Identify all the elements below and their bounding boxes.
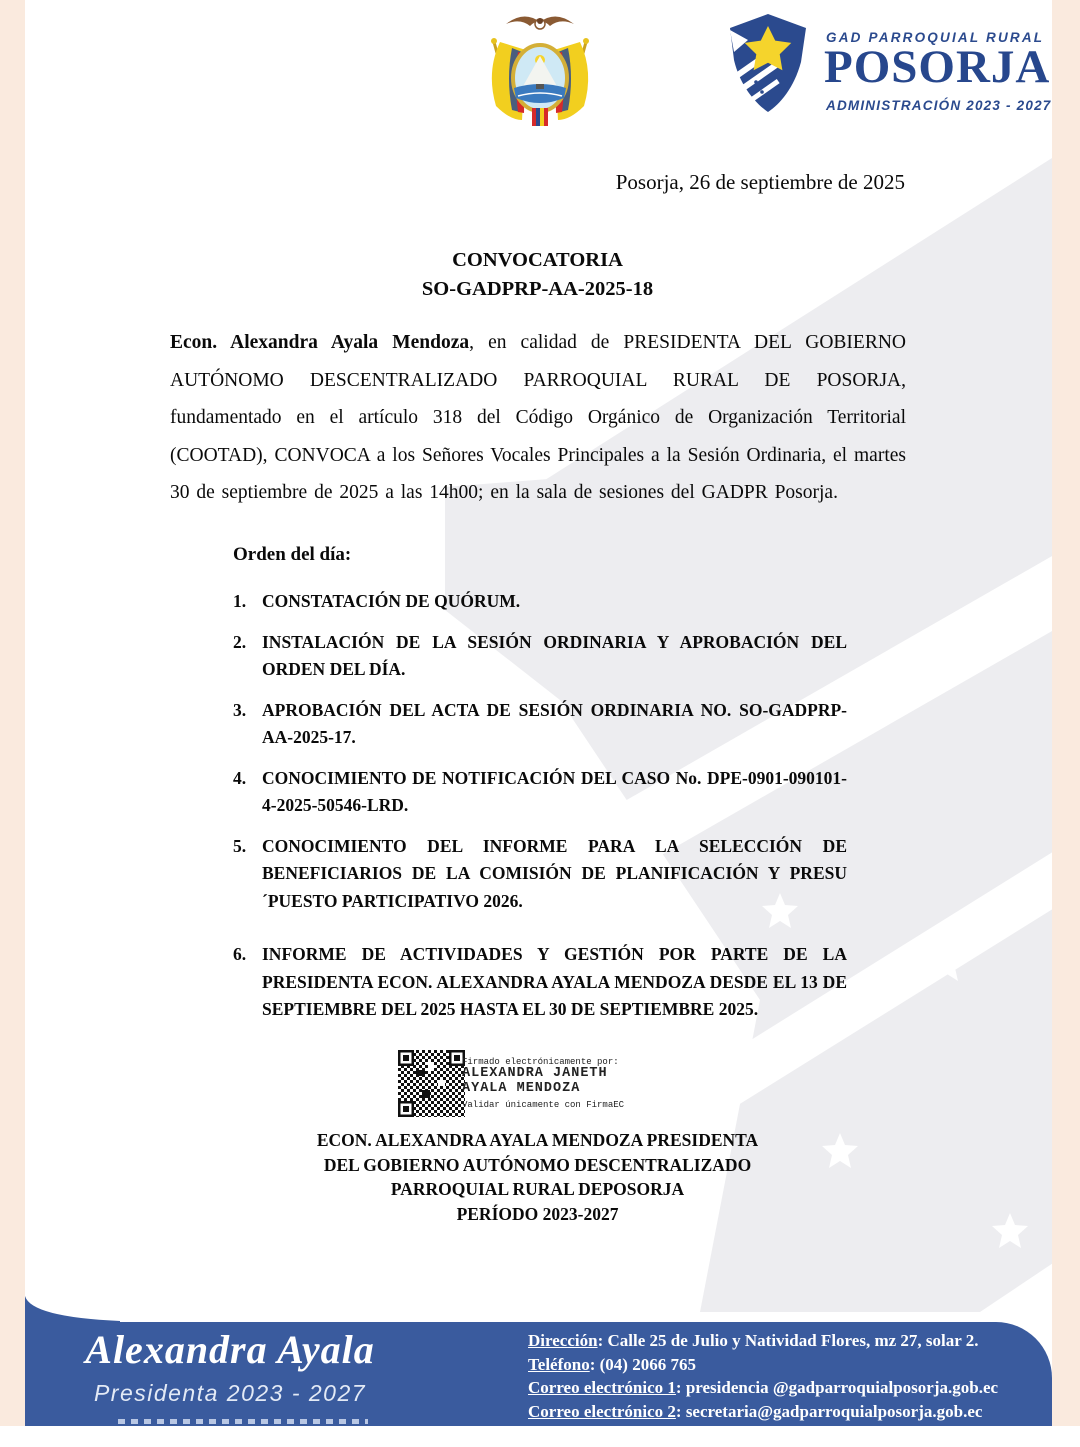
agenda-item-2-number: 2.: [233, 631, 247, 652]
contact-address-label: Dirección: [528, 1331, 598, 1350]
logo-subtitle-top: GAD PARROQUIAL RURAL: [826, 30, 1045, 45]
signature-line-2: DEL GOBIERNO AUTÓNOMO DESCENTRALIZADO: [323, 1154, 752, 1175]
agenda-item-5-number: 5.: [233, 835, 247, 856]
agenda-list: [233, 588, 847, 1037]
contact-email-2-label: Correo electrónico 2: [528, 1401, 676, 1421]
signer-name-line1: ALEXANDRA JANETH: [462, 1066, 608, 1081]
agenda-item-4-number: 4.: [233, 767, 247, 788]
agenda-item-6-text: INFORME DE ACTIVIDADES Y GESTIÓN POR PARTE DE LA PRESIDENTA ECON. ALEXANDRA AYALA MENDOZA DESDE EL 13 DE SEPTIEMBRE DEL 2025 HASTA EL 30 DE SEPTIEMBRE 2025.: [262, 944, 847, 1019]
contact-email-2: [528, 1400, 1040, 1424]
signer-name-line2: AYALA MENDOZA: [462, 1080, 581, 1096]
page-edge-left: [0, 0, 25, 1426]
posorja-shield-icon: [722, 12, 814, 114]
agenda-item-5-text: CONOCIMIENTO DEL INFORME PARA LA SELECCIÓN DE BENEFICIARIOS DE LA COMISIÓN DE PLANIFICACIÓN Y PRESU´PUESTO PARTICIPATIVO 2026.: [262, 835, 847, 911]
contact-location: Posorja - Ecuador: [717, 1425, 851, 1444]
signed-by-caption: Firmado electrónicamente por:: [462, 1057, 619, 1067]
contact-phone-value: : (04) 2066 765: [589, 1354, 696, 1374]
intro-paragraph: [170, 324, 906, 512]
agenda-item-2: [233, 629, 847, 684]
posorja-logo: [722, 12, 1052, 132]
agenda-item-3-text: APROBACIÓN DEL ACTA DE SESIÓN ORDINARIA NO. SO-GADPRP-AA-2025-17.: [262, 699, 847, 747]
signature-line-3: PARROQUIAL RURAL DEPOSORJA: [390, 1179, 685, 1199]
date-line: Posorja, 26 de septiembre de 2025: [615, 170, 905, 194]
agenda-item-4: [233, 765, 847, 820]
contact-address: [528, 1329, 1040, 1353]
footer-wave: [25, 1292, 120, 1323]
agenda-item-4-text: CONOCIMIENTO DE NOTIFICACIÓN DEL CASO No. DPE-0901-090101-4-2025-50546-LRD.: [262, 767, 847, 815]
signature-caption-block: [462, 1057, 624, 1110]
contact-email-1-label: Correo electrónico 1: [528, 1378, 676, 1397]
footer-president-role: Presidenta 2023 - 2027: [93, 1380, 367, 1406]
agenda-item-1-text: CONSTATACIÓN DE QUÓRUM.: [262, 591, 521, 611]
ecuador-coat-of-arms: [478, 8, 602, 136]
agenda-item-1: [233, 588, 847, 616]
agenda-item-6-number: 6.: [233, 944, 247, 964]
contact-phone-label: Teléfono: [528, 1354, 590, 1374]
contact-email-1-value: : presidencia @gadparroquialposorja.gob.ec: [675, 1378, 999, 1397]
intro-text: , en calidad de PRESIDENTA DEL GOBIERNO AUTÓNOMO DESCENTRALIZADO PARROQUIAL RURAL DE POSORJA, fundamentado en el artículo 318 del Código Orgánico de Organización Territorial (COOTAD), CONVOCA a los Señores Vocales Principales a la Sesión Ordinaria, el martes 30 de septiembre de 2025 a las 14h00; en la sala de sesiones del GADPR Posorja.: [170, 332, 906, 504]
contact-email-1: [528, 1376, 1040, 1400]
electronic-signature: [398, 1050, 718, 1120]
intro-name-bold: Econ. Alexandra Ayala Mendoza: [170, 332, 470, 353]
contact-phone: [528, 1353, 1040, 1377]
agenda-item-6: [233, 941, 847, 1024]
qr-code: [398, 1050, 465, 1117]
contact-email-2-value: : secretaria@gadparroquialposorja.gob.ec: [675, 1401, 983, 1421]
signature-line-1: ECON. ALEXANDRA AYALA MENDOZA PRESIDENTA: [316, 1130, 759, 1150]
agenda-item-3: [233, 697, 847, 752]
letter-title: [170, 246, 905, 304]
agenda-item-3-number: 3.: [233, 699, 247, 720]
logo-wordmark: POSORJA: [824, 41, 1051, 93]
footer-president-name: Alexandra Ayala: [85, 1327, 375, 1372]
contact-address-value: : Calle 25 de Julio y Natividad Flores, mz 27, solar 2.: [597, 1331, 979, 1350]
agenda-item-5: [233, 833, 847, 916]
footer-tagline-clipped: [118, 1419, 368, 1424]
signature-block: [170, 1128, 905, 1226]
logo-subtitle-bottom: ADMINISTRACIÓN 2023 - 2027: [826, 98, 1052, 113]
agenda-heading: Orden del día:: [233, 544, 352, 565]
agenda-item-2-text: INSTALACIÓN DE LA SESIÓN ORDINARIA Y APROBACIÓN DEL ORDEN DEL DÍA.: [262, 631, 847, 679]
signature-line-4: PERÍODO 2023-2027: [456, 1203, 619, 1224]
validate-caption: Validar únicamente con FirmaEC: [462, 1100, 625, 1110]
agenda-item-1-number: 1.: [233, 591, 247, 611]
title-convocatoria: CONVOCATORIA: [452, 249, 623, 271]
footer-contact: [528, 1329, 1040, 1447]
page-edge-right: [1052, 0, 1080, 1426]
title-session-code: SO-GADPRP-AA-2025-18: [421, 278, 654, 300]
